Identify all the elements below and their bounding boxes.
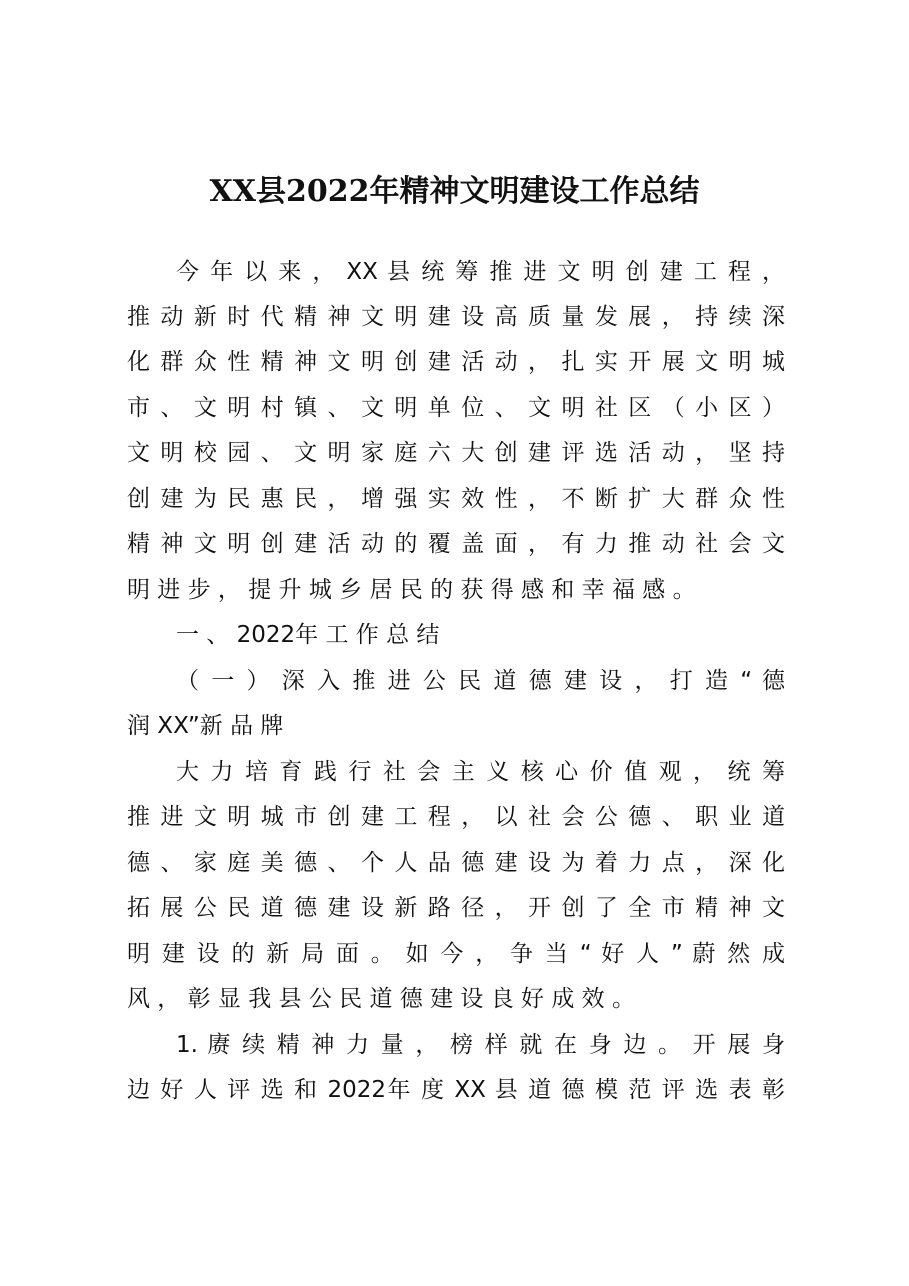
- paragraph-line: 明 建 设 的 新 局 面 。 如 今 ， 争 当 “ 好 人 ” 蔚 然 成: [127, 941, 785, 967]
- paragraph-line: 风 ， 彰 显 我 县 公 民 道 德 建 设 良 好 成 效 。: [127, 986, 635, 1012]
- paragraph-line: 精 神 文 明 创 建 活 动 的 覆 盖 面 ， 有 力 推 动 社 会 文: [127, 531, 785, 557]
- paragraph-line: 市 、 文 明 村 镇 、 文 明 单 位 、 文 明 社 区 （ 小 区 ）: [127, 395, 785, 421]
- paragraph-line: 大 力 培 育 践 行 社 会 主 义 核 心 价 值 观 ， 统 筹: [176, 759, 785, 785]
- paragraph-line: 文 明 校 园 、 文 明 家 庭 六 大 创 建 评 选 活 动 ， 坚 持: [127, 440, 785, 466]
- document-title: XX县2022年精神文明建设工作总结: [209, 174, 700, 209]
- paragraph-line: 推 动 新 时 代 精 神 文 明 建 设 高 质 量 发 展 ， 持 续 深: [127, 304, 785, 330]
- subsection-heading: 润 XX”新 品 牌: [127, 713, 284, 739]
- paragraph-line: 边 好 人 评 选 和 2022年 度 XX 县 道 德 模 范 评 选 表 彰: [127, 1077, 785, 1103]
- paragraph-line: 1. 赓 续 精 神 力 量 ， 榜 样 就 在 身 边 。 开 展 身: [176, 1032, 785, 1058]
- paragraph-line: 化 群 众 性 精 神 文 明 创 建 活 动 ， 扎 实 开 展 文 明 城: [127, 349, 785, 375]
- paragraph-line: 拓 展 公 民 道 德 建 设 新 路 径 ， 开 创 了 全 市 精 神 文: [127, 895, 785, 921]
- paragraph-line: 推 进 文 明 城 市 创 建 工 程 ， 以 社 会 公 德 、 职 业 道: [127, 804, 785, 830]
- paragraph-line: 明 进 步 ， 提 升 城 乡 居 民 的 获 得 感 和 幸 福 感 。: [127, 577, 696, 603]
- subsection-heading: （ 一 ） 深 入 推 进 公 民 道 德 建 设 ， 打 造 “ 德: [176, 668, 786, 694]
- paragraph-line: 今 年 以 来 ， XX 县 统 筹 推 进 文 明 创 建 工 程 ，: [176, 259, 785, 285]
- section-heading: 一 、 2022年 工 作 总 结: [176, 622, 440, 648]
- paragraph-line: 创 建 为 民 惠 民 ， 增 强 实 效 性 ， 不 断 扩 大 群 众 性: [127, 486, 785, 512]
- paragraph-line: 德 、 家 庭 美 德 、 个 人 品 德 建 设 为 着 力 点 ， 深 化: [127, 850, 785, 876]
